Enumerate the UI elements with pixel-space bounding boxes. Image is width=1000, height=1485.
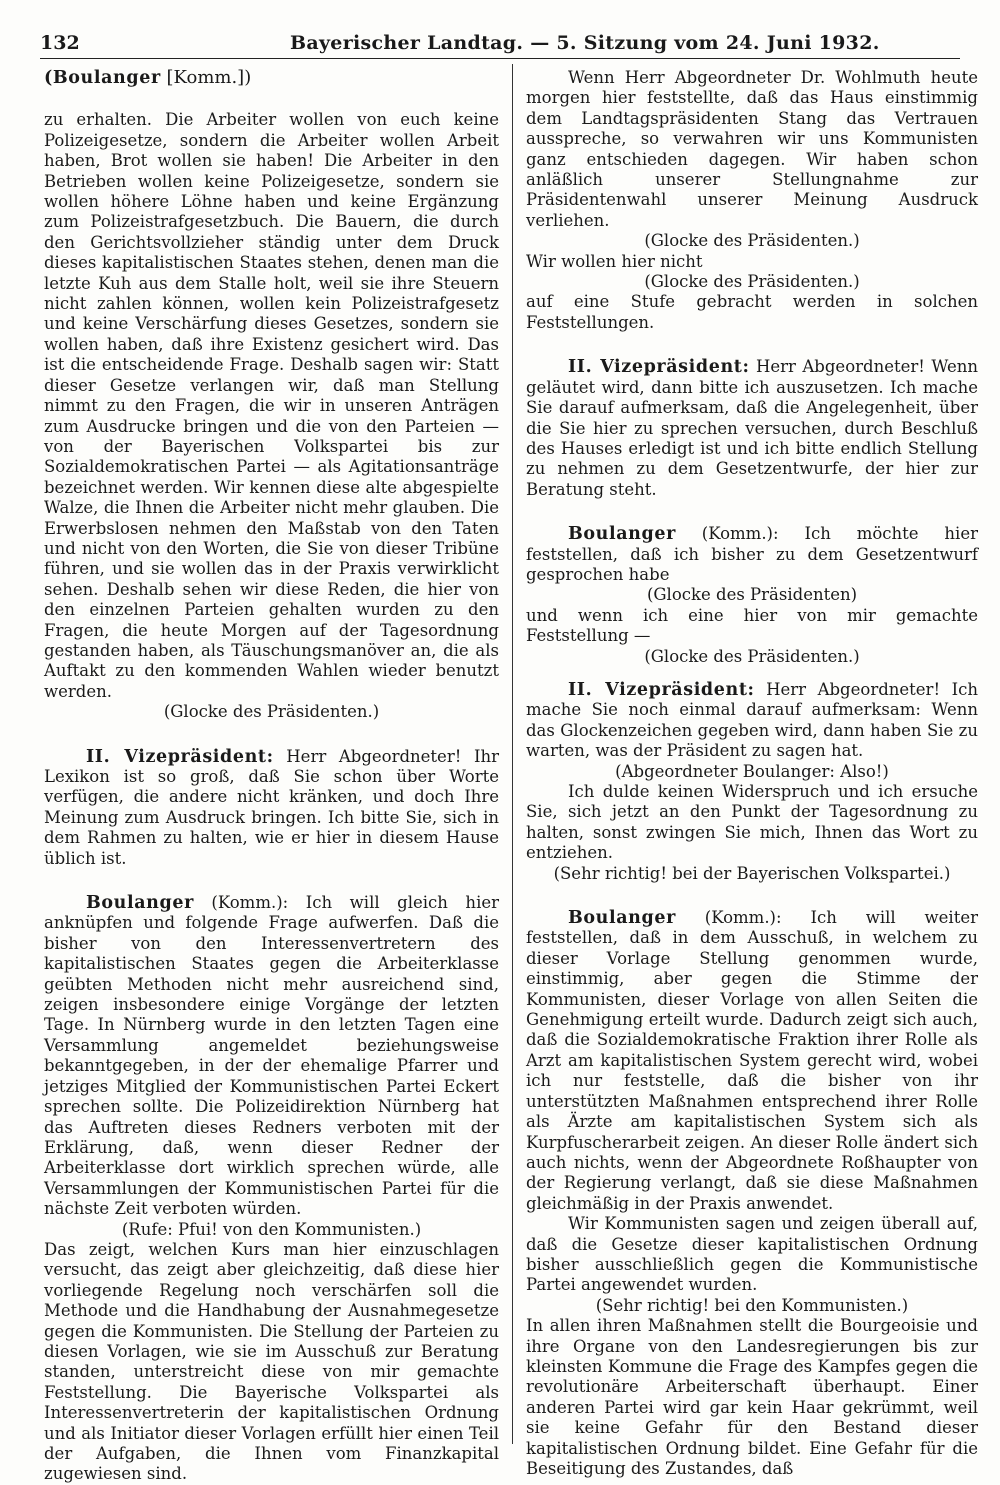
running-title: Bayerischer Landtag. — 5. Sitzung vom 24. Juni 1932. [290, 32, 880, 54]
speech-text: Ich will gleich hier anknüpfen und folgende Frage aufwerfen. Daß die bisher von den Interessenvertretern des kapitalistischen Staates gegen die Arbeiterklasse geübten Methoden nicht mehr ausreichend sind, zeigen insbesondere einige Vorgänge der letzten Tage. In Nürnberg wurde in den letzten Tagen eine Versammlung angemeldet beziehungsweise bekanntgegeben, in der der ehemalige Pfarrer und jetziges Mitglied der Kommunistischen Partei Eckert sprechen sollte. Die Polizeidirektion Nürnberg hat das Auftreten dieses Redners verboten mit der Erklärung, daß, wenn dieser Redner der Arbeiterklasse dort wirklich sprechen würde, alle Versammlungen der Kommunistischen Partei für die nächste Zeit verboten würden. [44, 893, 499, 1219]
speaker-party: (Komm.): [675, 524, 779, 544]
column-divider [512, 64, 513, 1444]
right-column [526, 68, 978, 1479]
speech-paragraph: Wenn Herr Abgeordneter Dr. Wohlmuth heute morgen hier feststellte, daß das Haus einstimmig dem Landtagspräsidenten Stang das Vertrauen ausspreche, so verwahren wir uns Kommunisten ganz entschieden dagegen. Wir haben schon anläßlich unserer Stellungnahme zur Präsidentenwahl unserer Meinung Ausdruck verliehen. [526, 68, 978, 230]
speech-paragraph: zu erhalten. Die Arbeiter wollen von euch keine Polizeigesetze, sondern die Arbeiter wollen Arbeit haben, Brot wollen sie haben! Die Arbeiter in den Betrieben wollen keine Polizeigesetze, sondern sie wollen höhere Löhne haben und keine Ergänzung zum Polizeistrafgesetzbuch. Die Bauern, die durch den Gerichtsvollzieher ständig unter dem Druck dieses kapitalistischen Staates stehen, denen man die letzte Kuh aus dem Stalle holt, weil sie ihre Steuern nicht zahlen können, wollen kein Polizeistrafgesetz und keine Verschärfung dieses Gesetzes, sondern sie wollen haben, daß ihre Existenz gesichert wird. Das ist die entscheidende Frage. Deshalb sagen wir: Statt dieser Gesetze verlangen wir, daß man Stellung nimmt zu den Fragen, die wir in unseren Anträgen zum Ausdrucke bringen und die von den Parteien — von der Bayerischen Volkspartei bis zur Sozialdemokratischen Partei — als Agitationsanträge bezeichnet werden. Wir kennen diese alte abgespielte Walze, die Ihnen die Arbeiter nicht mehr glauben. Die Erwerbslosen nehmen den Maßstab von den Taten und nicht von den Worten, die Sie von dieser Tribüne führen, und sie wollen das in der Praxis verwirklicht sehen. Deshalb sehen wir diese Reden, die hier von den einzelnen Parteien gehalten wurden zu den Fragen, die heute Morgen auf der Tagesordnung gestanden haben, als Täuschungsmanöver an, die als Auftakt zu den kommenden Wahlen wieder benutzt werden. [44, 110, 499, 701]
interjection: (Glocke des Präsidenten.) [644, 646, 860, 666]
interjection: (Sehr richtig! bei den Kommunisten.) [595, 1295, 909, 1315]
speaker-name: (Boulanger [44, 68, 161, 88]
speech-paragraph [526, 524, 978, 585]
speech-paragraph: In allen ihren Maßnahmen stellt die Bourgeoisie und ihre Organe von den Landesregierungen bis zur kleinsten Kommune die Frage des Kampfes gegen die revolutionäre Arbeiterschaft überhaupt. Einer anderen Partei wird gar kein Haar gekrümmt, weil sie keine Gefahr für den Bestand dieser kapitalistischen Ordnung bildet. Eine Gefahr für die Beseitigung des Zustandes, daß [526, 1316, 978, 1478]
speaker-party: (Komm.): [675, 908, 782, 928]
speaker-name: II. Vizepräsident: [86, 746, 274, 767]
interjection: (Glocke des Präsidenten.) [163, 702, 380, 722]
interjection: (Glocke des Präsidenten.) [644, 272, 860, 292]
interjection: (Glocke des Präsidenten) [646, 585, 858, 605]
speech-paragraph: Das zeigt, welchen Kurs man hier einzuschlagen versucht, das zeigt aber gleichzeitig, daß diese hier vorliegende Regelung noch verschärfen soll die Methode und die Handhabung der Ausnahmegesetze gegen die Kommunisten. Die Stellung der Parteien zu diesen Vorlagen, wie sie im Ausschuß zur Beratung standen, unterstreicht diese von mir gemachte Feststellung. Die Bayerische Volkspartei als Interessenvertreterin der kapitalistischen Ordnung und als Initiator dieser Vorlagen erfüllt hier einen Teil der Aufgaben, die Ihnen vom Finanzkapital zugewiesen sind. [44, 1239, 499, 1484]
speech-paragraph [526, 680, 978, 762]
speech-paragraph [44, 747, 499, 869]
speech-text: Herr Abgeordneter! Ich mache Sie noch einmal darauf aufmerksam: Wenn das Glockenzeichen gegeben wird, dann haben Sie zu warten, was der Präsident zu sagen hat. [526, 679, 978, 761]
speech-paragraph [44, 893, 499, 1220]
speech-paragraph: auf eine Stufe gebracht werden in solchen Feststellungen. [526, 292, 978, 332]
page-number: 132 [40, 32, 80, 54]
interjection: (Abgeordneter Boulanger: Also!) [615, 761, 889, 781]
speaker-party: [Komm.]) [160, 67, 252, 88]
speaker-name: II. Vizepräsident: [568, 357, 750, 378]
page-header [40, 30, 960, 59]
speech-text: Ich will weiter feststellen, daß in dem Ausschuß, in welchem zu dieser Vorlage Stellung genommen wurde, einstimmig, aber gegen die Stimme der Kommunisten, dieser Vorlage von allen Seiten die Genehmigung erteilt wurde. Dadurch zeigt sich auch, daß die Sozialdemokratische Fraktion ihrer Rolle als Arzt am kapitalistischen System gerecht wird, wobei ich nur feststelle, daß die bisher von ihr unterstützten Maßnahmen entsprechend ihrer Rolle als Ärzte am kapitalistischen System sich als Kurpfuscherarbeit zeigen. An dieser Rolle ändert sich auch nichts, wenn der Abgeordnete Roßhaupter von der Regierung verlangt, daß sie diese Maßnahmen gleichmäßig in der Praxis anwendet. [526, 908, 978, 1213]
speech-text: Ich möchte hier feststellen, daß ich bisher zu dem Gesetzentwurf gesprochen habe [526, 524, 978, 584]
speech-paragraph: Wir wollen hier nicht [526, 251, 703, 271]
speaker-name: II. Vizepräsident: [568, 679, 755, 700]
speech-paragraph: Wir Kommunisten sagen und zeigen überall auf, daß die Gesetze dieser kapitalistischen Ordnung bisher ausschließlich gegen die Kommunistische Partei angewendet wurden. [526, 1214, 978, 1295]
speech-text: Herr Abgeordneter! Wenn geläutet wird, dann bitte ich auszusetzen. Ich mache Sie darauf aufmerksam, daß die Angelegenheit, über die Sie hier zu sprechen versuchen, durch Beschluß des Hauses erledigt ist und ich bitte endlich Stellung zu nehmen zu dem Gesetzentwurfe, der hier zur Beratung steht. [526, 357, 978, 499]
speech-text: Herr Abgeordneter! Ihr Lexikon ist so groß, daß Sie schon über Worte verfügen, die andere nicht kränken, und doch Ihre Meinung zum Ausdruck bringen. Ich bitte Sie, sich in dem Rahmen zu halten, wie er hier in diesem Hause üblich ist. [44, 746, 499, 868]
speech-paragraph [526, 908, 978, 1214]
speech-paragraph [526, 357, 978, 500]
speech-paragraph: und wenn ich eine hier von mir gemachte Feststellung — [526, 605, 978, 646]
left-column [44, 68, 499, 1485]
speaker-name: Boulanger [86, 893, 194, 914]
continued-speaker-label [44, 68, 499, 88]
interjection: (Rufe: Pfui! von den Kommunisten.) [121, 1219, 422, 1239]
speech-paragraph: Ich dulde keinen Widerspruch und ich ersuche Sie, sich jetzt an den Punkt der Tagesordnung zu halten, sonst zwingen Sie mich, Ihnen das Wort zu entziehen. [526, 782, 978, 863]
speaker-name: Boulanger [568, 524, 676, 545]
speaker-name: Boulanger [568, 908, 676, 929]
speaker-party: (Komm.): [193, 893, 289, 913]
interjection: (Sehr richtig! bei der Bayerischen Volkspartei.) [553, 863, 951, 883]
interjection: (Glocke des Präsidenten.) [644, 231, 860, 251]
